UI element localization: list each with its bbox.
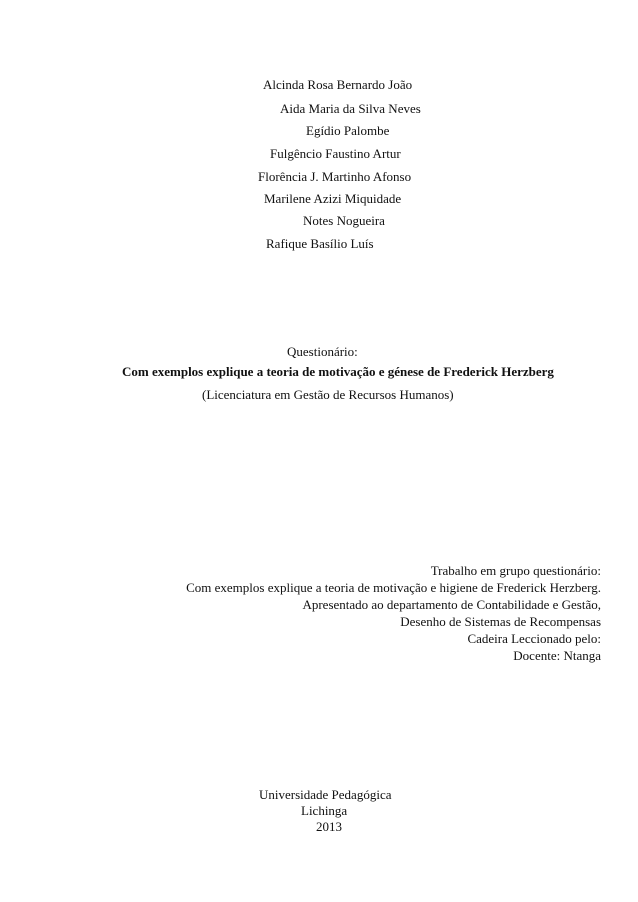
author-name: Notes Nogueira (303, 213, 385, 228)
author-name: Egídio Palombe (306, 123, 390, 138)
city-name: Lichinga (301, 803, 348, 818)
author-name: Rafique Basílio Luís (266, 236, 374, 251)
info-line: Com exemplos explique a teoria de motivação e higiene de Frederick Herzberg. (186, 580, 601, 595)
info-line: Cadeira Leccionado pelo: (467, 631, 601, 646)
info-line: Apresentado ao departamento de Contabilidade e Gestão, (302, 597, 601, 612)
info-line: Trabalho em grupo questionário: (430, 563, 601, 578)
university-name: Universidade Pedagógica (259, 787, 392, 802)
questionnaire-label: Questionário: (287, 344, 358, 359)
document-title: Com exemplos explique a teoria de motivação e génese de Frederick Herzberg (122, 364, 554, 379)
author-name: Alcinda Rosa Bernardo João (263, 77, 413, 92)
author-name: Marilene Azizi Miquidade (264, 191, 402, 206)
info-line: Docente: Ntanga (513, 648, 601, 663)
info-line: Desenho de Sistemas de Recompensas (400, 614, 601, 629)
author-name: Florência J. Martinho Afonso (258, 169, 412, 184)
year: 2013 (316, 819, 342, 834)
author-name: Fulgêncio Faustino Artur (270, 146, 401, 161)
course-name: (Licenciatura em Gestão de Recursos Humanos) (202, 387, 454, 402)
author-name: Aida Maria da Silva Neves (280, 101, 421, 116)
